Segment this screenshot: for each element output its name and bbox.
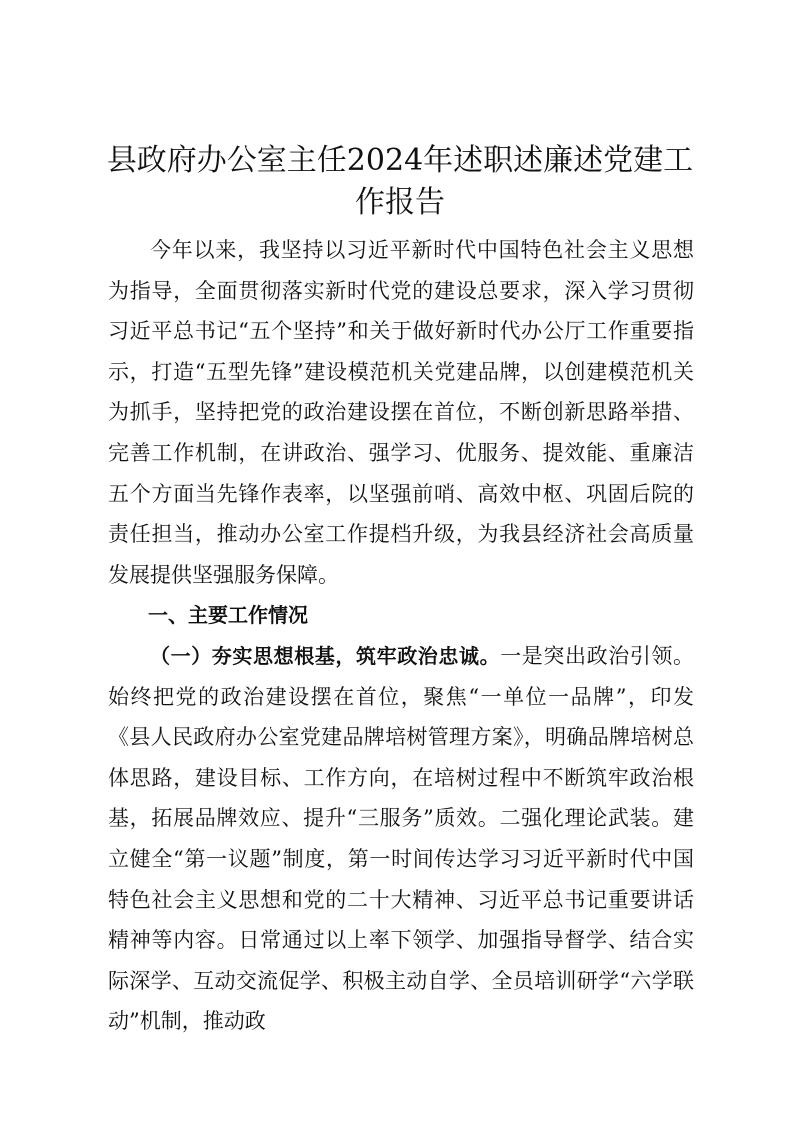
document-title: 县政府办公室主任2024年述职述廉述党建工作报告 [106, 143, 694, 220]
subsection-text: 一是突出政治引领。始终把党的政治建设摆在首位，聚焦“一单位一品牌”，印发《县人民政府办公室党建品牌培树管理方案》，明确品牌培树总体思路，建设目标、工作方向，在培树过程中不断筑牢政治根基，拓展品牌效应、提升“三服务”质效。二强化理论武装。建立健全“第一议题”制度，第一时间传达学习习近平新时代中国特色社会主义思想和党的二十大精神、习近平总书记重要讲话精神等内容。日常通过以上率下领学、加强指导督学、结合实际深学、互动交流促学、积极主动自学、全员培训研学“六学联动”机制，推动政 [108, 643, 695, 1034]
subsection-heading: （一）夯实思想根基，筑牢政治忠诚。 [150, 643, 501, 668]
intro-paragraph: 今年以来，我坚持以习近平新时代中国特色社会主义思想为指导，全面贯彻落实新时代党的建设总要求，深入学习贯彻习近平总书记“五个坚持”和关于做好新时代办公厅工作重要指示，打造“五型先锋”建设模范机关党建品牌，以创建模范机关为抓手，坚持把党的政治建设摆在首位，不断创新思路举措、完善工作机制，在讲政治、强学习、优服务、提效能、重廉洁五个方面当先锋作表率，以坚强前哨、高效中枢、巩固后院的责任担当，推动办公室工作提档升级，为我县经济社会高质量发展提供坚强服务保障。 [108, 238, 694, 587]
document-body [108, 230, 694, 1042]
section-heading: 一、主要工作情况 [148, 603, 308, 628]
subsection-paragraph [108, 636, 694, 1042]
